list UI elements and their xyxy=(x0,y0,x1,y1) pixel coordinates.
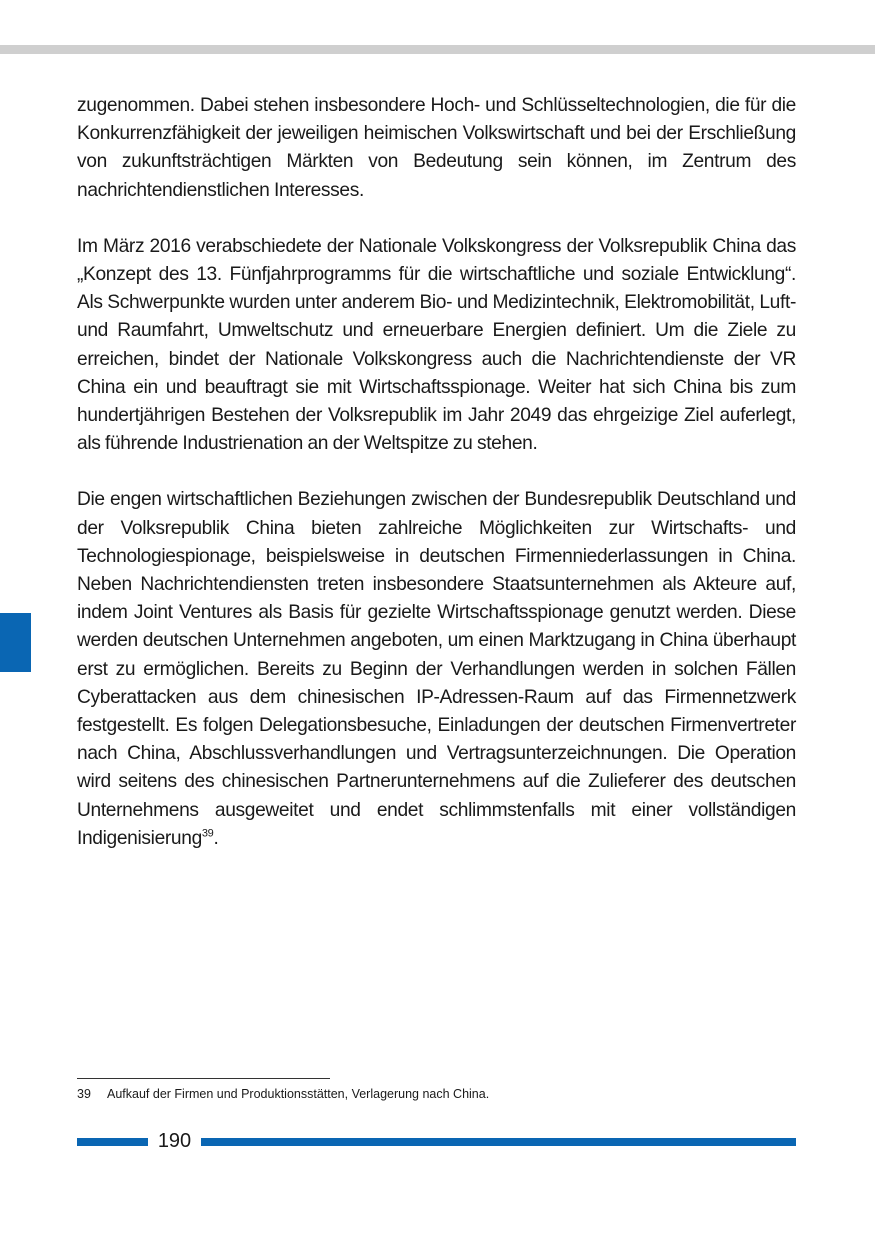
top-rule xyxy=(0,45,875,54)
footnote-text: Aufkauf der Firmen und Produktionsstätten, Verlagerung nach China. xyxy=(107,1087,490,1101)
footnote-divider xyxy=(77,1078,330,1079)
page-footer xyxy=(77,1128,796,1154)
paragraph-3-end: . xyxy=(213,827,219,849)
page-number: 190 xyxy=(157,1130,192,1152)
footnote xyxy=(77,1086,796,1102)
paragraph-3-text: Die engen wirtschaftlichen Beziehungen zwischen der Bundesrepublik Deutschland und der Volksrepublik China bieten zahlreiche Möglichkeiten zur Wirtschafts- und Technologiespionage, beispielsweise in deutschen Firmenniederlassungen in China. Neben Nachrichtendiensten treten insbesondere Staatsunternehmen als Akteure auf, indem Joint Ventures als Basis für gezielte Wirtschaftsspionage genutzt werden. Diese werden deutschen Unternehmen angeboten, um einen Marktzugang in China überhaupt erst zu ermöglichen. Bereits zu Beginn der Verhandlungen werden in solchen Fällen Cyberattacken aus dem chinesischen IP-Adressen-Raum auf das Firmennetzwerk festgestellt. Es folgen Delegationsbesuche, Einladungen der deutschen Firmenvertreter nach China, Abschlussverhandlungen und Vertragsunterzeichnungen. Die Operation wird seitens des chinesischen Partnerunternehmens auf die Zulieferer des deutschen Unternehmens ausgeweitet und endet schlimmstenfalls mit einer vollständigen Indigenisierung xyxy=(77,489,796,849)
footnote-number: 39 xyxy=(77,1087,91,1101)
footnote-reference[interactable]: 39 xyxy=(201,827,214,840)
paragraph-1: zugenommen. Dabei stehen insbesondere Hoch- und Schlüsseltechnologien, die für die Konkurrenzfähigkeit der jeweiligen heimischen Volkswirtschaft und bei der Erschließung von zukunftsträchtigen Märkten von Bedeutung sein können, im Zentrum des nachrichtendienstlichen Interesses. xyxy=(77,95,796,201)
paragraph-2: Im März 2016 verabschiedete der Nationale Volkskongress der Volksrepublik China das „Konzept des 13. Fünfjahrprogramms für die wirtschaftliche und soziale Entwicklung“. Als Schwerpunkte wurden unter anderem Bio- und Medizintechnik, Elektromobilität, Luft- und Raumfahrt, Umweltschutz und erneuerbare Energien definiert. Um die Ziele zu erreichen, bindet der Nationale Volkskongress auch die Nachrichtendienste der VR China ein und beauftragt sie mit Wirtschaftsspionage. Weiter hat sich China bis zum hundertjährigen Bestehen der Volksrepublik im Jahr 2049 das ehrgeizige Ziel auferlegt, als führende Industrienation an der Weltspitze zu stehen. xyxy=(77,235,796,455)
body-text xyxy=(77,92,796,881)
chapter-tab-marker xyxy=(0,613,31,672)
footer-bar-left xyxy=(77,1138,148,1146)
footer-bar-right xyxy=(201,1138,796,1146)
paragraph-3 xyxy=(77,486,796,853)
